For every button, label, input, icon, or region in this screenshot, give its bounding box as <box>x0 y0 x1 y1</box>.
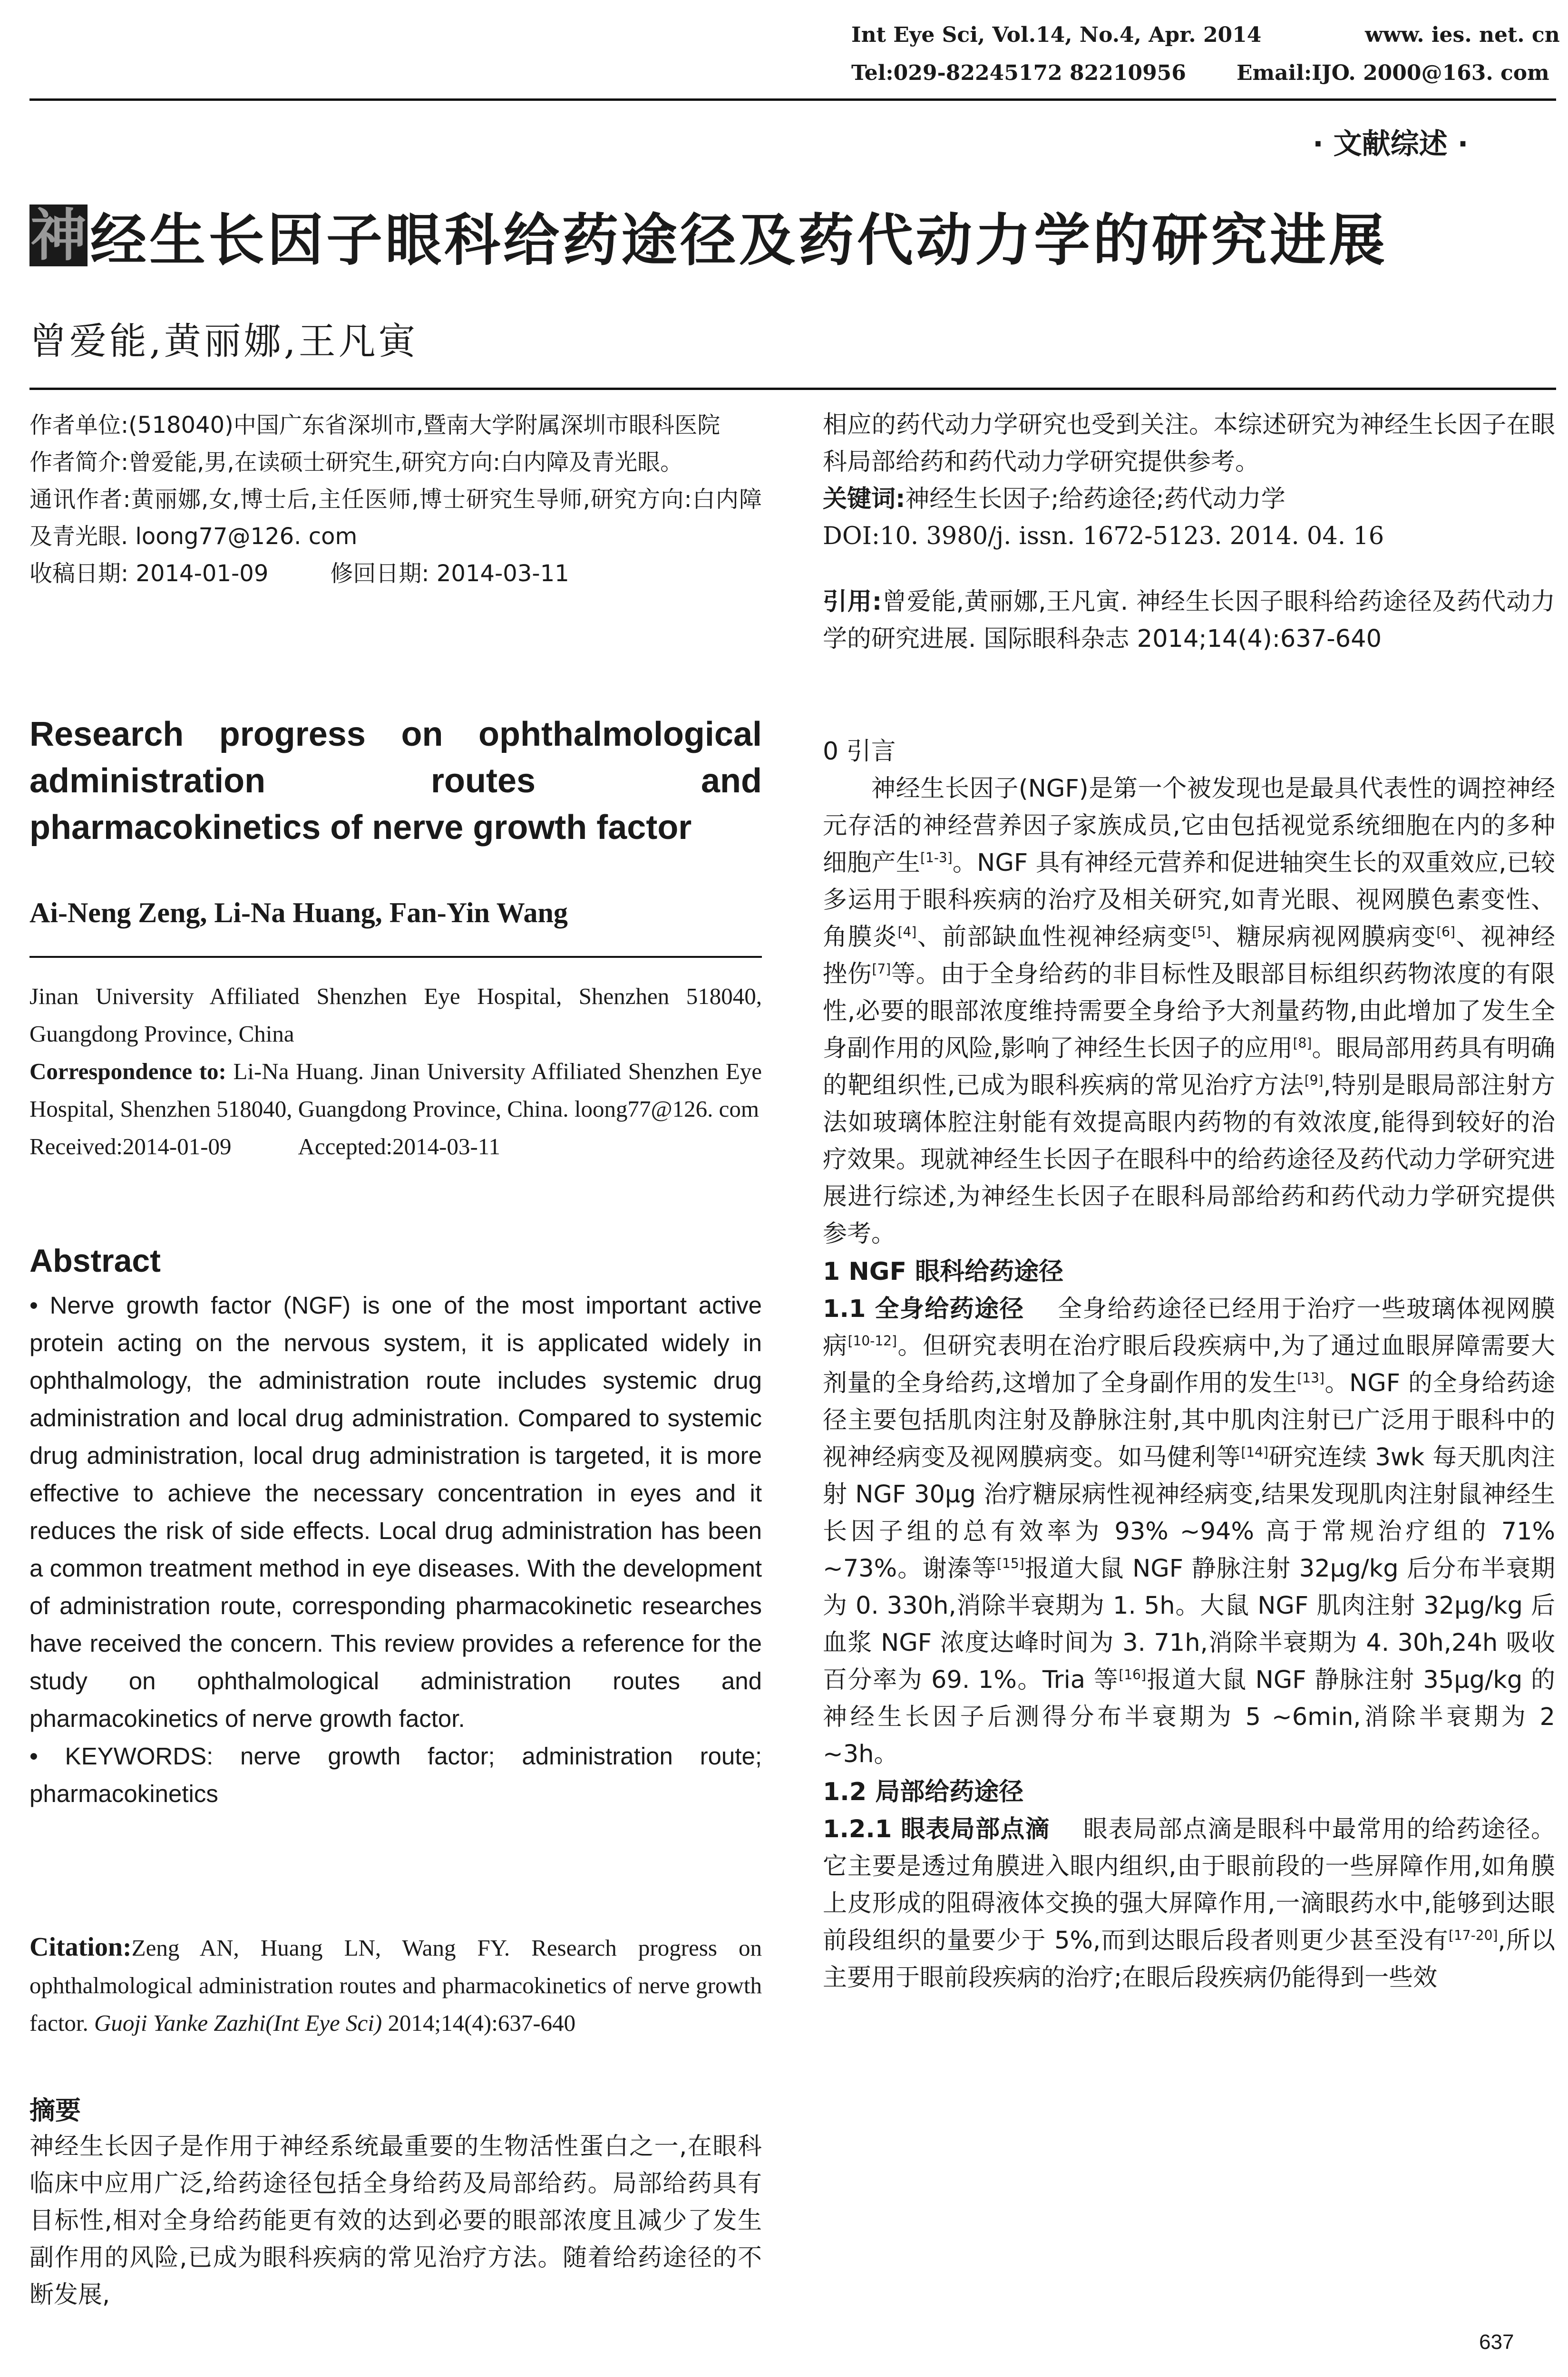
title-drop-char: 神 <box>30 203 87 268</box>
english-abstract-text: • Nerve growth factor (NGF) is one of the most important active protein acting on the nervous system, it is applicated widely in ophthalmology, the administration route includes systemic drug administration and local drug administration. Compared to systemic drug administration, local drug administration is targeted, it is more effective to achieve the necessary concentration in eyes and it reduces the risk of side effects. Local drug administration has been a common treatment method in eye diseases. With the development of administration route, corresponding pharmacokinetic researches have received the concern. This review provides a reference for the study on ophthalmological administration routes and pharmacokinetics of nerve growth factor. <box>29 1292 762 1732</box>
cn-citation: 曾爱能,黄丽娜,王凡寅. 神经生长因子眼科给药途径及药代动力学的研究进展. 国际眼科杂志 2014;14(4):637-640 <box>823 588 1555 653</box>
cn-citation-label: 引用: <box>823 588 882 616</box>
citation-text: Zeng AN, Huang LN, Wang FY. Research progress on ophthalmological administration routes and pharmacokinetics of nerve growth factor. <box>29 1935 762 2036</box>
section-1-1-heading: 1.1 全身给药途径 <box>823 1295 1024 1323</box>
english-authors: Ai-Neng Zeng, Li-Na Huang, Fan-Yin Wang <box>29 897 568 928</box>
citation-ref: [5] <box>1192 924 1211 940</box>
section-1-2-1-paragraph: 1.2.1 眼表局部点滴 眼表局部点滴是眼科中最常用的给药途径。它主要是透过角膜进入眼内组织,由于眼前段的一些屏障作用,如角膜上皮形成的阻碍液体交换的强大屏障作用,一滴眼药水中,能够到达眼前段组织的量要少于 5%,而到达眼后段者则更少甚至没有[17-20],所以主要用于眼前段疾病的治疗;在眼后段疾病仍能得到一些效 <box>823 1815 1555 1992</box>
author-bio: 作者简介:曾爱能,男,在读硕士研究生,研究方向:白内障及青光眼。 <box>29 449 683 476</box>
header-rule <box>29 98 1556 101</box>
cn-abstract-continued: 相应的药代动力学研究也受到关注。本综述研究为神经生长因子在眼科局部给药和药代动力学研究提供参考。 <box>823 411 1555 476</box>
section-label: · 文献综述 · <box>1313 127 1469 161</box>
cn-abstract-left <box>29 2128 762 2314</box>
received-date: 收稿日期: 2014-01-09 <box>29 560 269 587</box>
abstract-heading: Abstract <box>29 1243 161 1279</box>
english-authors-rule <box>29 956 762 958</box>
citation-ref: [8] <box>1293 1035 1312 1051</box>
english-title <box>29 711 762 851</box>
cn-abstract-heading: 摘要 <box>29 2095 81 2125</box>
cn-abstract-text: 神经生长因子是作用于神经系统最重要的生物活性蛋白之一,在眼科临床中应用广泛,给药途径包括全身给药及局部给药。局部给药具有目标性,相对全身给药能更有效的达到必要的眼部浓度且减少了发生副作用的风险,已成为眼科疾病的常见治疗方法。随着给药途径的不断发展, <box>29 2133 762 2309</box>
section-1-2-heading: 1.2 局部给药途径 <box>823 1778 1024 1806</box>
correspondence-label: Correspondence to: <box>29 1058 226 1084</box>
english-affiliation: Jinan University Affiliated Shenzhen Eye Hospital, Shenzhen 518040, Guangdong Province, China <box>29 983 762 1047</box>
authors-cn: 曾爱能,黄丽娜,王凡寅 <box>29 320 419 363</box>
section-1-2-1-heading: 1.2.1 眼表局部点滴 <box>823 1815 1050 1843</box>
journal-website[interactable]: www. ies. net. cn <box>1365 23 1560 47</box>
citation-ref: [16] <box>1119 1667 1146 1683</box>
citation-ref: [4] <box>897 924 917 940</box>
author-unit: 作者单位:(518040)中国广东省深圳市,暨南大学附属深圳市眼科医院 <box>29 412 721 438</box>
citation-ref: [15] <box>997 1556 1024 1571</box>
english-citation <box>29 1929 762 2042</box>
corresponding-author: 通讯作者:黄丽娜,女,博士后,主任医师,博士研究生导师,研究方向:白内障及青光眼. loong77@126. com <box>29 486 762 550</box>
citation-ref: [10-12] <box>847 1333 897 1349</box>
citation-ref: [13] <box>1297 1370 1325 1386</box>
english-title-line-3: pharmacokinetics of nerve growth factor <box>29 809 692 847</box>
citation-ref: [6] <box>1436 924 1455 940</box>
english-accepted: Accepted:2014-03-11 <box>298 1133 500 1159</box>
english-title-line-2: administration routes and <box>29 762 762 800</box>
page-title <box>29 200 1388 271</box>
journal-email[interactable]: Email:IJO. 2000@163. com <box>1237 61 1549 85</box>
correspondence-text: Li-Na Huang. Jinan University Affiliated Shenzhen Eye Hospital, Shenzhen 518040, Guangdong Province, China. loong77@126. com <box>29 1058 762 1122</box>
english-keywords-label: • KEYWORDS: <box>29 1743 214 1770</box>
citation-ref: [7] <box>872 961 891 977</box>
cn-abstract-right <box>823 407 1555 658</box>
citation-ref: [14] <box>1241 1444 1268 1460</box>
citation-ref: [9] <box>1304 1072 1324 1088</box>
page-number: 637 <box>1479 2330 1514 2354</box>
title-rule <box>29 388 1556 390</box>
english-keywords: nerve growth factor; administration route; pharmacokinetics <box>29 1743 762 1807</box>
section-0-paragraph: 神经生长因子(NGF)是第一个被发现也是最具代表性的调控神经元存活的神经营养因子家族成员,它由包括视觉系统细胞在内的多种细胞产生[1-3]。NGF 具有神经元营养和促进轴突生长的双重效应,已较多运用于眼科疾病的治疗及相关研究,如青光眼、视网膜色素变性、角膜炎[4]、前部缺血性视神经病变[5]、糖尿病视网膜病变[6]、视神经挫伤[7]等。由于全身给药的非目标性及眼部目标组织药物浓度的有限性,必要的眼部浓度维持需要全身给予大剂量药物,由此增加了发生全身副作用的风险,影响了神经生长因子的应用[8]。眼局部用药具有明确的靶组织性,已成为眼科疾病的常见治疗方法[9],特别是眼局部注射方法如玻璃体腔注射能有效提高眼内药物的有效浓度,能得到较好的治疗效果。现就神经生长因子在眼科中的给药途径及药代动力学研究进展进行综述,为神经生长因子在眼科局部给药和药代动力学研究提供参考。 <box>823 775 1555 1248</box>
citation-journal: Guoji Yanke Zazhi(Int Eye Sci) <box>94 2010 382 2036</box>
doi[interactable]: DOI:10. 3980/j. issn. 1672-5123. 2014. 04. 16 <box>823 522 1384 550</box>
citation-label: Citation: <box>29 1932 132 1962</box>
body-text <box>823 732 1555 1997</box>
english-title-line-1: Research progress on ophthalmological <box>29 715 762 753</box>
cn-keywords: 神经生长因子;给药途径;药代动力学 <box>905 485 1286 513</box>
revised-date: 修回日期: 2014-03-11 <box>330 560 569 587</box>
english-affiliation-block <box>29 977 762 1165</box>
english-abstract <box>29 1286 762 1812</box>
title-text: 经生长因子眼科给药途径及药代动力学的研究进展 <box>90 207 1388 273</box>
journal-tel: Tel:029-82245172 82210956 <box>851 61 1186 85</box>
author-info <box>29 407 762 592</box>
cn-keywords-label: 关键词: <box>823 485 906 513</box>
citation-ref: [1-3] <box>920 850 953 866</box>
citation-ref: [17-20] <box>1449 1928 1498 1943</box>
citation-tail: 2014;14(4):637-640 <box>388 2010 576 2036</box>
journal-line: Int Eye Sci, Vol.14, No.4, Apr. 2014 <box>851 23 1262 47</box>
section-0-heading: 0 引言 <box>823 737 896 766</box>
section-1-1-paragraph: 1.1 全身给药途径 全身给药途径已经用于治疗一些玻璃体视网膜病[10-12]。但研究表明在治疗眼后段疾病中,为了通过血眼屏障需要大剂量的全身给药,这增加了全身副作用的发生[13]。NGF 的全身给药途径主要包括肌肉注射及静脉注射,其中肌肉注射已广泛用于眼科中的视神经病变及视网膜病变。如马健利等[14]研究连续 3wk 每天肌肉注射 NGF 30μg 治疗糖尿病性视神经病变,结果发现肌肉注射鼠神经生长因子组的总有效率为 93% ~94% 高于常规治疗组的 71% ~73%。谢溱等[15]报道大鼠 NGF 静脉注射 32μg/kg 后分布半衰期为 0. 330h,消除半衰期为 1. 5h。大鼠 NGF 肌肉注射 32μg/kg 后血浆 NGF 浓度达峰时间为 3. 71h,消除半衰期为 4. 30h,24h 吸收百分率为 69. 1%。Tria 等[16]报道大鼠 NGF 静脉注射 35μg/kg 的神经生长因子后测得分布半衰期为 5 ~6min,消除半衰期为 2 ~3h。 <box>823 1295 1556 1768</box>
english-received: Received:2014-01-09 <box>29 1133 232 1159</box>
section-1-heading: 1 NGF 眼科给药途径 <box>823 1257 1064 1286</box>
